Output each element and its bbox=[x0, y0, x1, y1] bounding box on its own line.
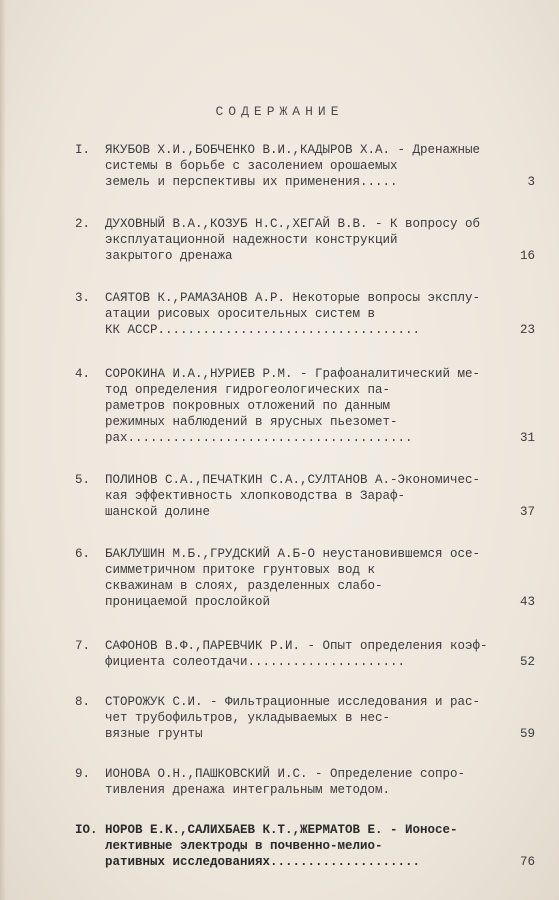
toc-entry-number: I. bbox=[75, 143, 91, 157]
toc-entry-number: 3. bbox=[75, 291, 91, 305]
toc-entry bbox=[75, 546, 535, 610]
toc-entry-line: ративных исследованиях.................... bbox=[105, 855, 421, 869]
toc-entry-number: 7. bbox=[75, 639, 91, 653]
toc-entry-line: САФОНОВ В.Ф.,ПАРЕВЧИК Р.И. - Опыт определения коэф- bbox=[105, 639, 488, 653]
toc-entry-line: САЯТОВ К.,РАМАЗАНОВ А.Р. Некоторые вопросы эксплу- bbox=[105, 291, 481, 305]
toc-entry bbox=[75, 290, 535, 338]
toc-entry-page-number: 43 bbox=[519, 595, 535, 609]
toc-entry bbox=[75, 638, 535, 670]
toc-entry-line: фициента солеотдачи..................... bbox=[105, 655, 406, 669]
toc-entry-line: режимных наблюдений в ярусных пьезомет- bbox=[105, 415, 398, 429]
toc-entry-line: рах...................................... bbox=[105, 431, 413, 445]
toc-entry-line: симметричном притоке грунтовых вод к bbox=[105, 563, 376, 577]
toc-entry-number: 4. bbox=[75, 367, 91, 381]
toc-entry-line: СОРОКИНА И.А.,НУРИЕВ Р.М. - Графоаналитический ме- bbox=[105, 367, 481, 381]
toc-entry bbox=[75, 216, 535, 264]
toc-entry-line: закрытого дренажа bbox=[105, 249, 233, 263]
page-title: СОДЕРЖАНИЕ bbox=[215, 104, 344, 119]
toc-entry-line: БАКЛУШИН М.Б.,ГРУДСКИЙ А.Б-О неустановившемся осе- bbox=[105, 547, 481, 561]
toc-entry-page-number: 76 bbox=[519, 855, 535, 869]
toc-entry-number: 6. bbox=[75, 547, 91, 561]
toc-entry-number: 9. bbox=[75, 767, 91, 781]
toc-entry-number: 5. bbox=[75, 473, 91, 487]
toc-entry bbox=[75, 366, 535, 446]
toc-entry-page-number: 23 bbox=[519, 323, 535, 337]
toc-entry-page-number: 37 bbox=[519, 505, 535, 519]
page-edge-shadow bbox=[0, 0, 6, 900]
toc-entry bbox=[75, 766, 535, 798]
toc-entry-page-number: 31 bbox=[519, 431, 535, 445]
toc-entry-page-number: 3 bbox=[527, 175, 535, 189]
toc-entry-line: скважинам в слоях, разделенных слабо- bbox=[105, 579, 383, 593]
toc-entry-line: земель и перспективы их применения..... bbox=[105, 175, 398, 189]
toc-entry-line: тод определения гидрогеологических па- bbox=[105, 383, 391, 397]
toc-entry bbox=[75, 822, 535, 870]
toc-entry bbox=[75, 142, 535, 190]
toc-entry-number: IO. bbox=[75, 823, 98, 837]
toc-entry-line: НОРОВ Е.К.,САЛИХБАЕВ К.Т.,ЖЕРМАТОВ Е. - Ионосе- bbox=[105, 823, 458, 837]
toc-entry-line: КК АССР................................... bbox=[105, 323, 421, 337]
toc-entry-line: ПОЛИНОВ С.А.,ПЕЧАТКИН С.А.,СУЛТАНОВ А.-Экономичес- bbox=[105, 473, 481, 487]
toc-entry-line: вязные грунты bbox=[105, 727, 203, 741]
toc-entry-page-number: 59 bbox=[519, 727, 535, 741]
toc-entry-line: ИОНОВА О.Н.,ПАШКОВСКИЙ И.С. - Определение сопро- bbox=[105, 767, 466, 781]
toc-entry-line: системы в борьбе с засолением орошаемых bbox=[105, 159, 398, 173]
toc-entry bbox=[75, 694, 535, 742]
toc-entry-line: ЯКУБОВ Х.И.,БОБЧЕНКО В.И.,КАДЫРОВ Х.А. - Дренажные bbox=[105, 143, 481, 157]
toc-entry-line: СТОРОЖУК С.И. - Фильтрационные исследования и рас- bbox=[105, 695, 481, 709]
toc-entry-line: ДУХОВНЫЙ В.А.,КОЗУБ Н.С.,ХЕГАЙ В.В. - К вопросу об bbox=[105, 217, 481, 231]
toc-entry-line: кая эффективность хлопководства в Зараф- bbox=[105, 489, 406, 503]
table-of-contents bbox=[75, 142, 535, 870]
toc-entry-line: чет трубофильтров, укладываемых в нес- bbox=[105, 711, 391, 725]
toc-entry-line: проницаемой прослойкой bbox=[105, 595, 271, 609]
toc-entry-line: атации рисовых оросительных систем в bbox=[105, 307, 376, 321]
toc-entry bbox=[75, 472, 535, 520]
toc-entry-line: эксплуатационной надежности конструкций bbox=[105, 233, 398, 247]
toc-entry-number: 2. bbox=[75, 217, 91, 231]
toc-entry-page-number: 52 bbox=[519, 655, 535, 669]
toc-entry-line: раметров покровных отложений по данным bbox=[105, 399, 391, 413]
toc-entry-page-number: 16 bbox=[519, 249, 535, 263]
toc-entry-line: шанской долине bbox=[105, 505, 211, 519]
toc-entry-number: 8. bbox=[75, 695, 91, 709]
toc-entry-line: лективные электроды в почвенно-мелио- bbox=[105, 839, 383, 853]
toc-entry-line: тивления дренажа интегральным методом. bbox=[105, 783, 391, 797]
